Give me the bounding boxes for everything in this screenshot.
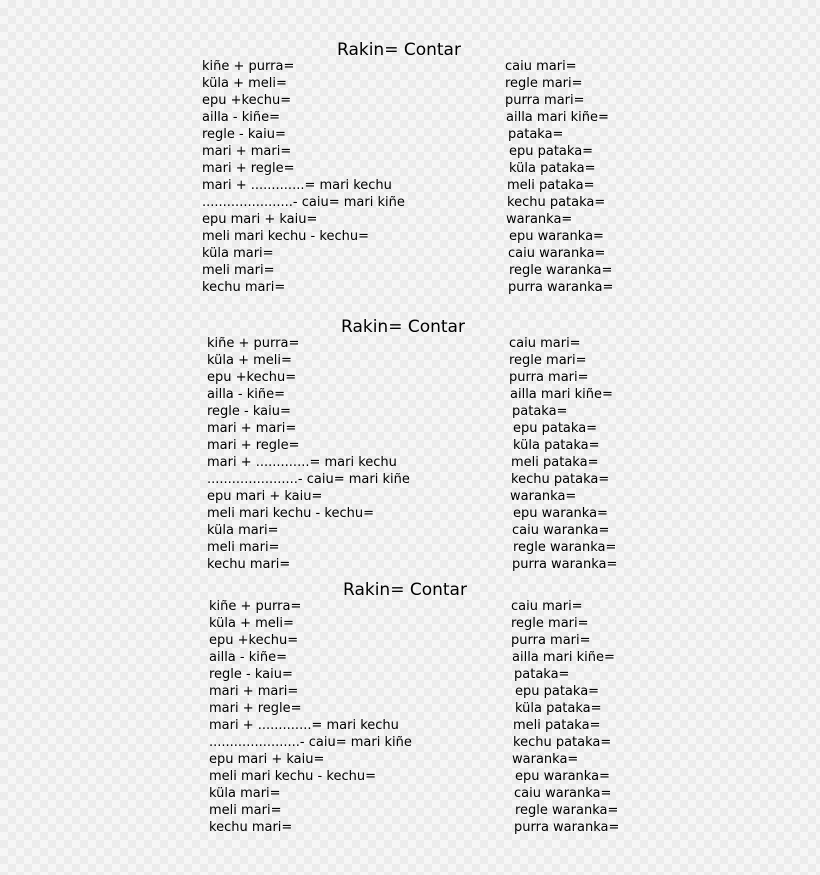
left-exercise-row: mari + .............= mari kechu <box>207 455 397 470</box>
left-exercise-row: kiñe + purra= <box>207 336 300 351</box>
left-exercise-row: regle - kaiu= <box>202 127 286 142</box>
right-exercise-row: purra mari= <box>509 370 589 385</box>
left-exercise-row: kiñe + purra= <box>209 599 302 614</box>
left-exercise-row: mari + .............= mari kechu <box>209 718 399 733</box>
right-exercise-row: epu waranka= <box>513 506 608 521</box>
block-title: Rakin= Contar <box>343 580 467 600</box>
left-exercise-row: meli mari= <box>202 263 275 278</box>
right-exercise-row: regle mari= <box>509 353 587 368</box>
right-exercise-row: regle waranka= <box>509 263 613 278</box>
block-title: Rakin= Contar <box>337 40 461 60</box>
left-exercise-row: mari + mari= <box>207 421 297 436</box>
left-exercise-row: ailla - kiñe= <box>202 110 280 125</box>
right-exercise-row: caiu mari= <box>511 599 583 614</box>
left-exercise-row: ......................- caiu= mari kiñe <box>207 472 410 487</box>
left-exercise-row: küla + meli= <box>207 353 292 368</box>
left-exercise-row: epu mari + kaiu= <box>202 212 318 227</box>
left-exercise-row: küla mari= <box>207 523 279 538</box>
right-exercise-row: kechu pataka= <box>507 195 606 210</box>
right-exercise-row: pataka= <box>514 667 570 682</box>
left-exercise-row: epu mari + kaiu= <box>207 489 323 504</box>
right-exercise-row: caiu waranka= <box>508 246 606 261</box>
left-exercise-row: mari + mari= <box>202 144 292 159</box>
left-exercise-row: epu +kechu= <box>202 93 292 108</box>
left-exercise-row: kechu mari= <box>202 280 286 295</box>
right-exercise-row: kechu pataka= <box>511 472 610 487</box>
left-exercise-row: mari + regle= <box>209 701 302 716</box>
right-exercise-row: epu waranka= <box>515 769 610 784</box>
right-exercise-row: caiu waranka= <box>512 523 610 538</box>
right-exercise-row: regle mari= <box>505 76 583 91</box>
left-exercise-row: regle - kaiu= <box>209 667 293 682</box>
right-exercise-row: epu pataka= <box>515 684 600 699</box>
left-exercise-row: epu mari + kaiu= <box>209 752 325 767</box>
left-exercise-row: meli mari kechu - kechu= <box>202 229 369 244</box>
right-exercise-row: waranka= <box>506 212 573 227</box>
left-exercise-row: küla + meli= <box>202 76 287 91</box>
right-exercise-row: kechu pataka= <box>513 735 612 750</box>
right-exercise-row: epu pataka= <box>513 421 598 436</box>
block-title: Rakin= Contar <box>341 317 465 337</box>
right-exercise-row: purra waranka= <box>508 280 614 295</box>
left-exercise-row: regle - kaiu= <box>207 404 291 419</box>
left-exercise-row: meli mari kechu - kechu= <box>207 506 374 521</box>
left-exercise-row: küla + meli= <box>209 616 294 631</box>
left-exercise-row: mari + regle= <box>202 161 295 176</box>
right-exercise-row: purra mari= <box>511 633 591 648</box>
right-exercise-row: meli pataka= <box>513 718 601 733</box>
right-exercise-row: caiu mari= <box>505 59 577 74</box>
right-exercise-row: purra waranka= <box>512 557 618 572</box>
left-exercise-row: mari + regle= <box>207 438 300 453</box>
right-exercise-row: ailla mari kiñe= <box>510 387 613 402</box>
left-exercise-row: küla mari= <box>209 786 281 801</box>
right-exercise-row: pataka= <box>512 404 568 419</box>
left-exercise-row: ailla - kiñe= <box>207 387 285 402</box>
left-exercise-row: mari + .............= mari kechu <box>202 178 392 193</box>
left-exercise-row: kechu mari= <box>209 820 293 835</box>
left-exercise-row: kiñe + purra= <box>202 59 295 74</box>
right-exercise-row: epu pataka= <box>509 144 594 159</box>
right-exercise-row: waranka= <box>510 489 577 504</box>
left-exercise-row: meli mari= <box>207 540 280 555</box>
right-exercise-row: ailla mari kiñe= <box>512 650 615 665</box>
right-exercise-row: regle waranka= <box>513 540 617 555</box>
left-exercise-row: ......................- caiu= mari kiñe <box>209 735 412 750</box>
right-exercise-row: meli pataka= <box>511 455 599 470</box>
left-exercise-row: kechu mari= <box>207 557 291 572</box>
right-exercise-row: küla pataka= <box>513 438 600 453</box>
right-exercise-row: küla pataka= <box>515 701 602 716</box>
left-exercise-row: küla mari= <box>202 246 274 261</box>
right-exercise-row: purra waranka= <box>514 820 620 835</box>
left-exercise-row: ......................- caiu= mari kiñe <box>202 195 405 210</box>
left-exercise-row: epu +kechu= <box>209 633 299 648</box>
left-exercise-row: ailla - kiñe= <box>209 650 287 665</box>
right-exercise-row: pataka= <box>508 127 564 142</box>
right-exercise-row: regle mari= <box>511 616 589 631</box>
right-exercise-row: meli pataka= <box>507 178 595 193</box>
right-exercise-row: caiu mari= <box>509 336 581 351</box>
right-exercise-row: epu waranka= <box>509 229 604 244</box>
left-exercise-row: mari + mari= <box>209 684 299 699</box>
right-exercise-row: purra mari= <box>505 93 585 108</box>
right-exercise-row: regle waranka= <box>515 803 619 818</box>
right-exercise-row: ailla mari kiñe= <box>506 110 609 125</box>
left-exercise-row: epu +kechu= <box>207 370 297 385</box>
left-exercise-row: meli mari= <box>209 803 282 818</box>
right-exercise-row: küla pataka= <box>509 161 596 176</box>
left-exercise-row: meli mari kechu - kechu= <box>209 769 376 784</box>
right-exercise-row: waranka= <box>512 752 579 767</box>
right-exercise-row: caiu waranka= <box>514 786 612 801</box>
